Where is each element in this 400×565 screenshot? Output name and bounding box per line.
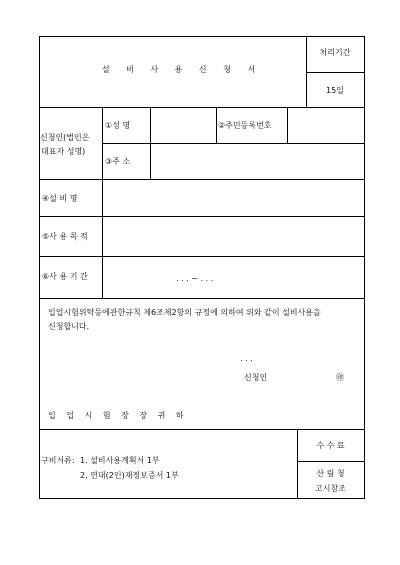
form-title: 설 비 사 용 신 청 서	[101, 65, 263, 74]
applicant-mid-line	[102, 143, 364, 144]
period-label-divider	[102, 256, 103, 299]
fee-note-line2: 고시참조	[315, 484, 346, 493]
applicant-bottom	[39, 179, 365, 180]
addressee: 입 업 시 험 장 장 귀 하	[48, 411, 188, 420]
fee-note-line1: 산 림 청	[316, 469, 345, 478]
processing-divider	[306, 72, 364, 73]
period-bottom	[39, 298, 365, 299]
address-label: ③주 소	[105, 157, 131, 166]
border-top	[39, 36, 365, 37]
name-label: ①성 명	[105, 121, 131, 130]
facility-bottom	[39, 216, 365, 217]
purpose-bottom	[39, 256, 365, 257]
period-value: . . . ~ . . .	[176, 274, 214, 283]
header-bottom	[39, 107, 365, 108]
footer-top	[39, 429, 365, 430]
fee-divider	[297, 461, 364, 462]
period-label: ⑥사 용 기 간	[42, 272, 88, 281]
statement-line2: 신청합니다.	[48, 322, 90, 331]
facility-name-label: ④설 비 명	[42, 194, 78, 203]
processing-period-label: 처리기간	[319, 48, 351, 57]
name-label-divider	[150, 107, 151, 180]
applicant-sign-label: 신청인	[244, 373, 268, 382]
resident-number-label: ②주민등록번호	[218, 121, 272, 130]
border-bottom	[39, 498, 365, 499]
resident-label-right	[287, 107, 288, 144]
attachment-1: 1. 설비사용계획서 1부	[80, 456, 160, 465]
attachments-label: 구비서류:	[41, 456, 75, 465]
applicant-label-line2: 대표자 성명)	[41, 147, 86, 156]
purpose-label: ⑤사 용 목 적	[42, 232, 88, 241]
fee-label: 수 수 료	[316, 441, 345, 450]
resident-label-left	[216, 107, 217, 144]
statement-line1: 입업시험위탁등에관한규칙 제6조제2항의 규정에 의하여 위와 같이 설비사용을	[48, 308, 321, 317]
seal-mark: ㊞	[336, 373, 344, 382]
attachment-2: 2. 연대(2인)재정보증서 1부	[80, 471, 179, 480]
processing-period-value: 15일	[326, 86, 344, 95]
applicant-label-line1: 신청인(법인은	[40, 133, 90, 142]
date-value: . . .	[240, 354, 253, 363]
